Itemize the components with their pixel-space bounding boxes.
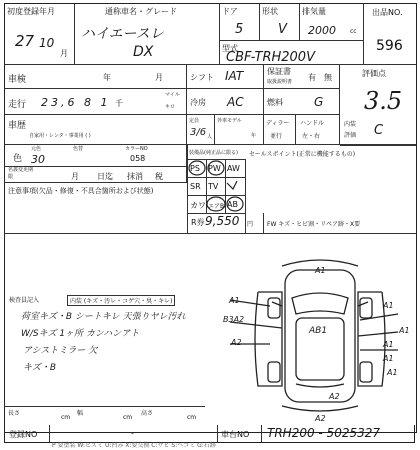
model-code-label: 型式 (222, 44, 238, 53)
title-change-label: 名義変更期限 (8, 167, 34, 180)
warranty-cell (264, 65, 340, 89)
door-cell (220, 4, 260, 41)
auction-sheet (4, 3, 417, 433)
title-change-day: 日迄 (97, 172, 113, 181)
equip-airbag: エアB (208, 203, 225, 210)
model-name-value: ハイエースレ (81, 26, 164, 42)
equipment-label: 装備品(純正品に限る) (189, 150, 238, 156)
aircon-cell (187, 89, 264, 115)
exterior-model-cell (215, 115, 264, 145)
equip-ab: AB (227, 200, 238, 209)
handle-label: ハンドル (300, 120, 325, 127)
selling-points-label: セールスポイント(正常に機能するもの) (249, 151, 356, 158)
inspection-month-label: 月 (155, 73, 163, 82)
inspector-interior-items: 内装 (キズ・汚レ・コゲ穴・臭・キレ) (67, 295, 175, 306)
warranty-label: 保証書 (267, 67, 291, 76)
recycle-label: R券 (191, 218, 205, 227)
history-options: 自家用・レンタ・事業用 ( ) (29, 133, 91, 139)
mark-a1-right-2: A1 (383, 340, 394, 349)
reg-no-label: 登録NO (9, 430, 38, 439)
interior-cell (340, 115, 416, 145)
notes-label: 注意事項(欠品・修復・不具合箇所および状態) (8, 187, 154, 195)
length-unit: cm (61, 414, 71, 421)
displacement-unit: cc (350, 28, 357, 35)
history-cell (5, 115, 187, 145)
inspection-cell (5, 65, 187, 89)
inspector-line-2: W/Sキズ 1ヶ所 カンハンアト (21, 329, 140, 339)
lot-number-cell (364, 4, 416, 65)
title-change-month: 月 (71, 172, 79, 181)
interior-label: 内装 (344, 121, 357, 128)
mileage-thousand-unit: 千 (115, 99, 123, 108)
shift-cell (187, 65, 264, 89)
mark-a1-left-front: A1 (229, 296, 240, 305)
dealer-label: ディラー (266, 120, 290, 127)
handle-cell (296, 115, 340, 145)
equip-leather: カワ (190, 201, 206, 210)
mileage-value: 23,6 8 1 (41, 96, 111, 109)
first-reg-month: 10 (39, 36, 55, 50)
warranty-no: 無 (324, 73, 332, 82)
first-registration-cell (5, 4, 75, 65)
chassis-label: 車台NO (221, 430, 250, 439)
mark-a1-right-front: A1 (383, 301, 394, 310)
capacity-unit: 人 (207, 134, 213, 140)
equip-ps: PS (190, 164, 200, 173)
inspector-line-1: 荷室キズ・B シートキレ 天張りヤレ汚れ (21, 312, 186, 322)
height-label: 高さ (141, 410, 154, 417)
history-label: 車歴 (8, 121, 27, 131)
damage-code-footer: P 要塗装 W:ヒズミ U:凹み X:要交換 C:サビ S:ヘコミ G:石跡 (52, 442, 216, 449)
chassis-value: TRH200 - 5025327 (267, 426, 380, 440)
fuel-value: G (314, 95, 324, 109)
interior-value: C (374, 123, 384, 138)
inspection-label: 車検 (8, 75, 27, 85)
title-change-cell (5, 167, 187, 183)
equip-tv: TV (208, 182, 219, 191)
dealer-cell (264, 115, 296, 145)
mileage-cell (5, 89, 187, 115)
mark-ab1-roof: AB1 (309, 326, 328, 336)
interior-divider (340, 145, 416, 146)
shape-cell (260, 4, 300, 41)
reg-no-dash: - (131, 429, 134, 438)
mark-a2-left: A2 (231, 338, 242, 347)
warranty-sub-label: 取扱説明書 (267, 79, 293, 85)
recycle-unit: 円 (247, 221, 254, 228)
mark-a1-right: A1 (399, 326, 410, 335)
original-color-value: 30 (31, 153, 45, 166)
model-name-cell (75, 4, 220, 65)
mark-b3a2-left: B3A2 (223, 315, 245, 324)
fuel-cell (264, 89, 340, 115)
equip-pw: PW (208, 164, 221, 173)
warranty-yes: 有 (308, 73, 316, 82)
aircon-value: AC (227, 95, 244, 109)
equip-aw: AW (227, 164, 240, 173)
displacement-cell (300, 4, 364, 41)
mark-a2-rear-bumper: A2 (315, 414, 326, 423)
score-value: 3.5 (364, 87, 403, 115)
shape-value: V (278, 22, 287, 37)
inspector-label: 検査員記入 (9, 297, 40, 304)
shift-value: IAT (225, 69, 244, 83)
mark-a1-right-4: A1 (387, 368, 398, 377)
width-label: 幅 (77, 410, 84, 417)
length-label: 長さ (8, 410, 21, 417)
inspection-year-label: 年 (103, 73, 111, 82)
lot-value: 596 (376, 38, 403, 54)
color-no-label: カラーNO (125, 146, 148, 152)
tax-label: 税 (155, 172, 163, 181)
original-color-label: 元色 (31, 146, 42, 152)
exterior-model-label: 外車モデル (217, 118, 242, 124)
capacity-value: 3/6 (190, 127, 207, 138)
color-label: 色 (13, 154, 23, 164)
model-code-cell (220, 41, 364, 65)
equipment-circle-marks (187, 159, 245, 213)
mark-a1-right-3: A1 (383, 354, 394, 363)
model-name-label: 通称車名・グレード (105, 7, 177, 16)
dealer-value: 並行 (270, 133, 283, 140)
height-unit: cm (187, 414, 197, 421)
grade-value: DX (133, 44, 154, 60)
color-change-label: 色替 (73, 146, 84, 152)
inspector-line-3: アシストミラー 欠 (23, 346, 98, 356)
aircon-label: 冷房 (190, 98, 206, 107)
first-reg-month-suffix: 月 (60, 49, 68, 58)
equip-sr: SR (190, 182, 201, 191)
mileage-label: 走行 (8, 100, 27, 110)
recycle-value: 9,550 (205, 214, 240, 228)
shape-label: 形状 (262, 7, 278, 16)
capacity-label: 定員 (189, 118, 200, 124)
lot-label: 出品NO. (372, 8, 403, 17)
displacement-label: 排気量 (302, 7, 326, 16)
mark-a2-rear: A2 (329, 392, 340, 401)
score-label: 評価点 (362, 69, 386, 78)
first-reg-label: 初度登録年月 (7, 7, 55, 16)
model-code-value: CBF-TRH200V (226, 50, 315, 65)
width-unit: cm (123, 414, 133, 421)
exterior-model-year: 年 (251, 133, 257, 139)
handle-value: 左・右 (302, 133, 321, 140)
interior-sub-label: 評価 (344, 132, 357, 139)
first-reg-year: 27 (15, 32, 35, 50)
capacity-cell (187, 115, 215, 145)
damage-legend: FW キズ・ヒビ割・リペア跡・X要 (267, 221, 361, 228)
displacement-value: 2000 (308, 24, 336, 37)
mileage-unit-km: キロ (165, 104, 176, 110)
door-label: ドア (222, 7, 238, 16)
shift-label: シフト (190, 73, 214, 82)
fuel-label: 燃料 (267, 98, 283, 107)
pending-label: 抹消 (127, 172, 143, 181)
door-value: 5 (235, 22, 244, 37)
color-no-value: 058 (130, 154, 146, 163)
inspector-line-4: キズ・B (23, 363, 56, 373)
mark-a1-front: A1 (315, 266, 326, 275)
color-cell (5, 145, 187, 167)
mileage-unit-mile: マイル (165, 92, 180, 98)
